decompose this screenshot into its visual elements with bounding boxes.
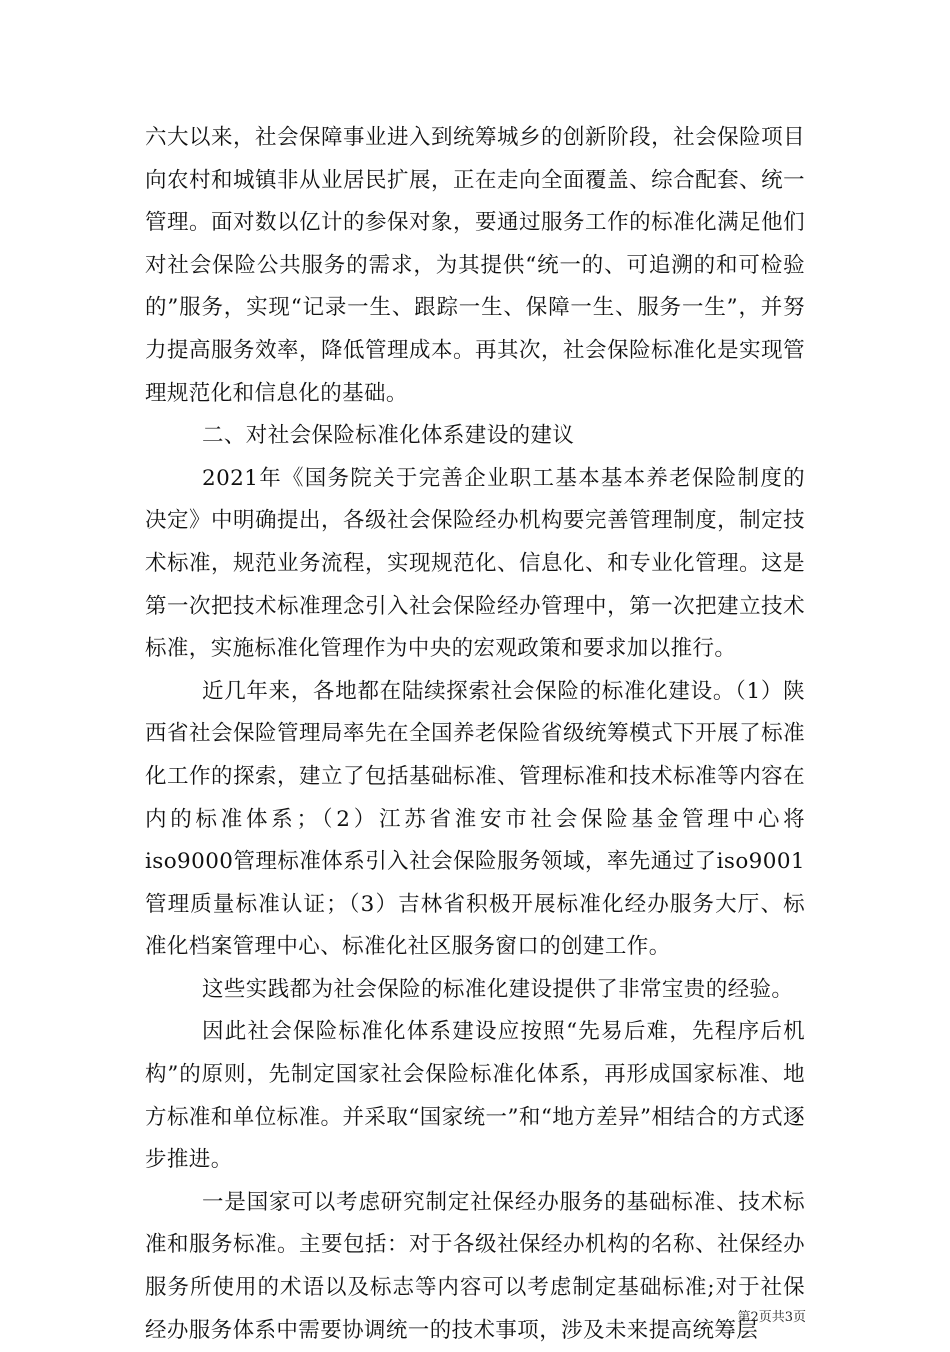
paragraph: 一是国家可以考虑研究制定社保经办服务的基础标准、技术标准和服务标准。主要包括：对于各级社保经办机构的名称、社保经办服务所使用的术语以及标志等内容可以考虑制定基础标准;对于社保经办服务体系中需要协调统一的技术事项，涉及未来提高统筹层 — [145, 1189, 805, 1343]
paragraph: 2021年《国务院关于完善企业职工基本基本养老保险制度的决定》中明确提出，各级社会保险经办机构要完善管理制度，制定技术标准，规范业务流程，实现规范化、信息化、和专业化管理。这是第一次把技术标准理念引入社会保险经办管理中，第一次把建立技术标准，实施标准化管理作为中央的宏观政策和要求加以推行。 — [145, 465, 805, 662]
paragraph: 因此社会保险标准化体系建设应按照“先易后难，先程序后机构”的原则，先制定国家社会保险标准化体系，再形成国家标准、地方标准和单位标准。并采取“国家统一”和“地方差异”相结合的方式逐步推进。 — [145, 1019, 805, 1173]
paragraph-continuation: 六大以来，社会保障事业进入到统筹城乡的创新阶段，社会保险项目向农村和城镇非从业居民扩展，正在走向全面覆盖、综合配套、统一管理。面对数以亿计的参保对象，要通过服务工作的标准化满足他们对社会保险公共服务的需求，为其提供“统一的、可追溯的和可检验的”服务，实现“记录一生、跟踪一生、保障一生、服务一生”，并努力提高服务效率，降低管理成本。再其次，社会保险标准化是实现管理规范化和信息化的基础。 — [145, 125, 805, 406]
section-heading: 二、对社会保险标准化体系建设的建议 — [202, 423, 575, 449]
page-number-footer: 第2页共3页 — [737, 1310, 806, 1325]
document-body — [145, 117, 805, 1352]
paragraph: 这些实践都为社会保险的标准化建设提供了非常宝贵的经验。 — [202, 976, 794, 1002]
paragraph: 近几年来，各地都在陆续探索社会保险的标准化建设。（1）陕西省社会保险管理局率先在全国养老保险省级统筹模式下开展了标准化工作的探索，建立了包括基础标准、管理标准和技术标准等内容在内的标准体系；（2）江苏省淮安市社会保险基金管理中心将iso9000管理标准体系引入社会保险服务领域，率先通过了iso9001管理质量标准认证；（3）吉林省积极开展标准化经办服务大厅、标准化档案管理中心、标准化社区服务窗口的创建工作。 — [145, 678, 805, 960]
